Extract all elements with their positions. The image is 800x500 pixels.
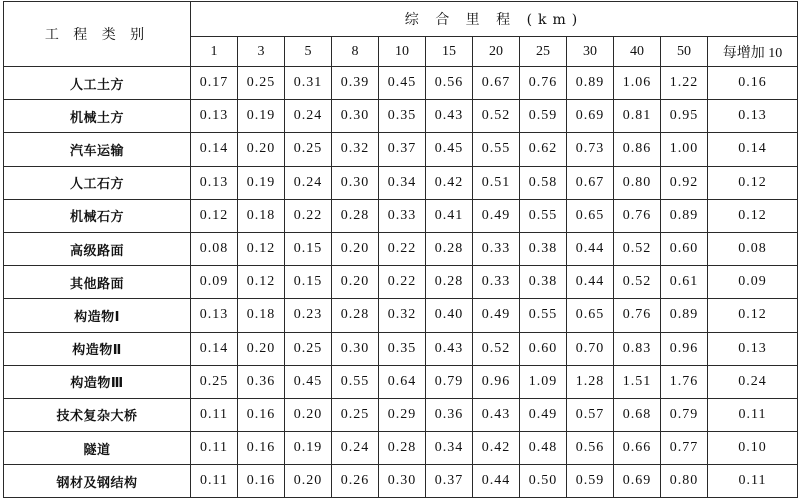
row-category-label: 机械石方 <box>4 199 191 232</box>
rate-value-cell: 0.19 <box>238 166 285 199</box>
rate-value-cell: 1.09 <box>520 365 567 398</box>
table-row <box>4 67 798 100</box>
rate-value-cell: 0.49 <box>473 199 520 232</box>
rate-value-cell: 0.13 <box>191 100 238 133</box>
rate-value-cell: 1.22 <box>661 67 708 100</box>
row-category-label: 机械土方 <box>4 100 191 133</box>
rate-value-cell: 0.59 <box>520 100 567 133</box>
rate-value-cell: 0.31 <box>285 67 332 100</box>
rate-value-cell: 0.18 <box>238 299 285 332</box>
rate-value-cell: 0.16 <box>238 465 285 498</box>
rate-value-cell: 0.40 <box>426 299 473 332</box>
rate-value-cell: 0.67 <box>473 67 520 100</box>
table-row <box>4 166 798 199</box>
rate-value-cell: 0.33 <box>379 199 426 232</box>
table-body <box>4 67 798 498</box>
distance-header-cell: 每增加 10 <box>708 37 798 67</box>
rate-value-cell: 0.25 <box>191 365 238 398</box>
rate-value-cell: 0.86 <box>614 133 661 166</box>
rate-value-cell: 0.57 <box>567 398 614 431</box>
rate-value-cell: 0.79 <box>661 398 708 431</box>
rate-value-cell: 0.62 <box>520 133 567 166</box>
rate-value-cell: 0.37 <box>379 133 426 166</box>
rate-value-cell: 0.20 <box>238 332 285 365</box>
rate-value-cell: 0.20 <box>332 232 379 265</box>
rate-value-cell: 0.80 <box>614 166 661 199</box>
rate-value-cell: 0.22 <box>379 232 426 265</box>
rate-value-cell: 0.32 <box>379 299 426 332</box>
rate-value-cell: 0.89 <box>567 67 614 100</box>
rate-value-cell: 0.20 <box>285 398 332 431</box>
rate-value-cell: 0.52 <box>614 232 661 265</box>
table-row <box>4 365 798 398</box>
rate-value-cell: 0.61 <box>661 266 708 299</box>
rate-value-cell: 0.76 <box>614 199 661 232</box>
rate-value-cell: 0.30 <box>332 100 379 133</box>
rate-value-cell: 0.17 <box>191 67 238 100</box>
rate-value-cell: 0.43 <box>426 332 473 365</box>
rate-value-cell: 0.73 <box>567 133 614 166</box>
rate-value-cell: 0.50 <box>520 465 567 498</box>
rate-value-cell: 0.20 <box>285 465 332 498</box>
rate-value-cell: 0.25 <box>285 332 332 365</box>
rate-value-cell: 0.44 <box>473 465 520 498</box>
rate-value-cell: 0.56 <box>567 432 614 465</box>
distance-header-cell: 20 <box>473 37 520 67</box>
rate-value-cell: 0.29 <box>379 398 426 431</box>
rate-value-cell: 0.09 <box>191 266 238 299</box>
rate-value-cell: 0.42 <box>473 432 520 465</box>
table-row <box>4 299 798 332</box>
rate-value-cell: 0.44 <box>567 232 614 265</box>
distance-header-cell: 30 <box>567 37 614 67</box>
rate-value-cell: 0.34 <box>379 166 426 199</box>
rate-value-cell: 0.18 <box>238 199 285 232</box>
rate-value-cell: 0.51 <box>473 166 520 199</box>
rate-value-cell: 0.43 <box>473 398 520 431</box>
rate-value-cell: 0.33 <box>473 266 520 299</box>
row-category-label: 隧道 <box>4 432 191 465</box>
distance-header-cell: 1 <box>191 37 238 67</box>
rate-value-cell: 0.65 <box>567 199 614 232</box>
rate-value-cell: 0.42 <box>426 166 473 199</box>
rate-value-cell: 0.59 <box>567 465 614 498</box>
rate-value-cell: 0.43 <box>426 100 473 133</box>
rate-value-cell: 0.28 <box>379 432 426 465</box>
table-row <box>4 199 798 232</box>
rate-value-cell: 0.14 <box>708 133 798 166</box>
header-row-top <box>4 2 798 37</box>
row-category-label: 构造物Ⅱ <box>4 332 191 365</box>
rate-value-cell: 0.09 <box>708 266 798 299</box>
rate-value-cell: 0.11 <box>708 465 798 498</box>
rate-value-cell: 0.55 <box>520 199 567 232</box>
distance-header-cell: 15 <box>426 37 473 67</box>
rate-value-cell: 0.96 <box>473 365 520 398</box>
rate-value-cell: 0.38 <box>520 232 567 265</box>
rate-value-cell: 0.25 <box>285 133 332 166</box>
table-row <box>4 100 798 133</box>
rate-value-cell: 0.12 <box>238 232 285 265</box>
rate-value-cell: 0.30 <box>379 465 426 498</box>
category-header: 工 程 类 别 <box>4 2 191 67</box>
rate-value-cell: 0.39 <box>332 67 379 100</box>
rate-value-cell: 0.55 <box>332 365 379 398</box>
rate-value-cell: 0.12 <box>708 166 798 199</box>
rate-value-cell: 0.52 <box>473 100 520 133</box>
rate-value-cell: 0.35 <box>379 100 426 133</box>
row-category-label: 钢材及钢结构 <box>4 465 191 498</box>
mileage-rate-table <box>3 1 798 498</box>
table-row <box>4 232 798 265</box>
rate-value-cell: 1.28 <box>567 365 614 398</box>
rate-value-cell: 0.49 <box>520 398 567 431</box>
rate-value-cell: 0.80 <box>661 465 708 498</box>
rate-value-cell: 0.66 <box>614 432 661 465</box>
rate-value-cell: 0.55 <box>473 133 520 166</box>
rate-value-cell: 0.77 <box>661 432 708 465</box>
rate-value-cell: 0.37 <box>426 465 473 498</box>
rate-value-cell: 0.20 <box>332 266 379 299</box>
rate-value-cell: 0.13 <box>708 332 798 365</box>
row-category-label: 构造物Ⅰ <box>4 299 191 332</box>
rate-value-cell: 0.16 <box>238 432 285 465</box>
rate-value-cell: 0.30 <box>332 166 379 199</box>
rate-value-cell: 0.11 <box>191 432 238 465</box>
rate-value-cell: 0.48 <box>520 432 567 465</box>
rate-value-cell: 0.30 <box>332 332 379 365</box>
rate-value-cell: 0.95 <box>661 100 708 133</box>
rate-value-cell: 0.13 <box>191 299 238 332</box>
rate-value-cell: 0.79 <box>426 365 473 398</box>
table-row <box>4 398 798 431</box>
rate-value-cell: 0.10 <box>708 432 798 465</box>
rate-value-cell: 0.12 <box>191 199 238 232</box>
rate-value-cell: 0.45 <box>285 365 332 398</box>
rate-value-cell: 1.00 <box>661 133 708 166</box>
distance-header-cell: 25 <box>520 37 567 67</box>
rate-value-cell: 0.41 <box>426 199 473 232</box>
rate-value-cell: 0.67 <box>567 166 614 199</box>
row-category-label: 其他路面 <box>4 266 191 299</box>
rate-value-cell: 0.32 <box>332 133 379 166</box>
rate-value-cell: 0.69 <box>614 465 661 498</box>
rate-value-cell: 0.49 <box>473 299 520 332</box>
rate-value-cell: 0.12 <box>708 199 798 232</box>
row-category-label: 构造物Ⅲ <box>4 365 191 398</box>
rate-value-cell: 0.58 <box>520 166 567 199</box>
rate-value-cell: 0.60 <box>520 332 567 365</box>
distance-header-cell: 40 <box>614 37 661 67</box>
rate-value-cell: 1.76 <box>661 365 708 398</box>
rate-value-cell: 0.24 <box>708 365 798 398</box>
rate-value-cell: 0.22 <box>379 266 426 299</box>
row-category-label: 人工石方 <box>4 166 191 199</box>
rate-value-cell: 0.64 <box>379 365 426 398</box>
rate-value-cell: 0.76 <box>520 67 567 100</box>
table-row <box>4 465 798 498</box>
rate-value-cell: 0.36 <box>238 365 285 398</box>
mileage-span-header: 综 合 里 程 (km) <box>191 2 798 37</box>
row-category-label: 汽车运输 <box>4 133 191 166</box>
rate-value-cell: 0.45 <box>426 133 473 166</box>
table-row <box>4 133 798 166</box>
rate-value-cell: 0.08 <box>191 232 238 265</box>
row-category-label: 人工土方 <box>4 67 191 100</box>
rate-value-cell: 0.28 <box>332 299 379 332</box>
rate-value-cell: 0.28 <box>332 199 379 232</box>
rate-value-cell: 0.11 <box>191 398 238 431</box>
table-row <box>4 332 798 365</box>
rate-value-cell: 0.26 <box>332 465 379 498</box>
rate-value-cell: 0.76 <box>614 299 661 332</box>
rate-value-cell: 0.68 <box>614 398 661 431</box>
rate-value-cell: 0.34 <box>426 432 473 465</box>
rate-value-cell: 0.08 <box>708 232 798 265</box>
rate-value-cell: 0.81 <box>614 100 661 133</box>
row-category-label: 高级路面 <box>4 232 191 265</box>
rate-value-cell: 0.96 <box>661 332 708 365</box>
rate-value-cell: 0.89 <box>661 299 708 332</box>
rate-value-cell: 0.12 <box>238 266 285 299</box>
rate-value-cell: 0.44 <box>567 266 614 299</box>
rate-value-cell: 0.55 <box>520 299 567 332</box>
distance-header-cell: 5 <box>285 37 332 67</box>
rate-value-cell: 0.89 <box>661 199 708 232</box>
rate-value-cell: 0.45 <box>379 67 426 100</box>
rate-value-cell: 0.24 <box>285 166 332 199</box>
rate-value-cell: 0.65 <box>567 299 614 332</box>
distance-header-cell: 8 <box>332 37 379 67</box>
rate-value-cell: 0.28 <box>426 266 473 299</box>
rate-value-cell: 0.38 <box>520 266 567 299</box>
rate-value-cell: 1.51 <box>614 365 661 398</box>
rate-value-cell: 0.69 <box>567 100 614 133</box>
rate-value-cell: 0.33 <box>473 232 520 265</box>
rate-value-cell: 0.52 <box>614 266 661 299</box>
rate-value-cell: 0.11 <box>708 398 798 431</box>
distance-header-cell: 50 <box>661 37 708 67</box>
rate-value-cell: 0.25 <box>332 398 379 431</box>
distance-header-cell: 10 <box>379 37 426 67</box>
rate-value-cell: 0.19 <box>285 432 332 465</box>
rate-value-cell: 0.22 <box>285 199 332 232</box>
rate-value-cell: 0.13 <box>191 166 238 199</box>
rate-value-cell: 0.11 <box>191 465 238 498</box>
rate-value-cell: 0.14 <box>191 133 238 166</box>
rate-value-cell: 0.70 <box>567 332 614 365</box>
rate-value-cell: 1.06 <box>614 67 661 100</box>
rate-value-cell: 0.36 <box>426 398 473 431</box>
rate-value-cell: 0.60 <box>661 232 708 265</box>
rate-value-cell: 0.19 <box>238 100 285 133</box>
rate-value-cell: 0.13 <box>708 100 798 133</box>
rate-value-cell: 0.16 <box>708 67 798 100</box>
rate-value-cell: 0.25 <box>238 67 285 100</box>
rate-value-cell: 0.92 <box>661 166 708 199</box>
rate-value-cell: 0.15 <box>285 266 332 299</box>
rate-value-cell: 0.24 <box>285 100 332 133</box>
rate-value-cell: 0.15 <box>285 232 332 265</box>
rate-value-cell: 0.83 <box>614 332 661 365</box>
rate-value-cell: 0.16 <box>238 398 285 431</box>
table-row <box>4 266 798 299</box>
rate-value-cell: 0.14 <box>191 332 238 365</box>
rate-value-cell: 0.24 <box>332 432 379 465</box>
table-row <box>4 432 798 465</box>
rate-value-cell: 0.28 <box>426 232 473 265</box>
rate-value-cell: 0.56 <box>426 67 473 100</box>
rate-value-cell: 0.12 <box>708 299 798 332</box>
rate-value-cell: 0.35 <box>379 332 426 365</box>
distance-header-cell: 3 <box>238 37 285 67</box>
row-category-label: 技术复杂大桥 <box>4 398 191 431</box>
rate-value-cell: 0.20 <box>238 133 285 166</box>
rate-value-cell: 0.23 <box>285 299 332 332</box>
rate-value-cell: 0.52 <box>473 332 520 365</box>
